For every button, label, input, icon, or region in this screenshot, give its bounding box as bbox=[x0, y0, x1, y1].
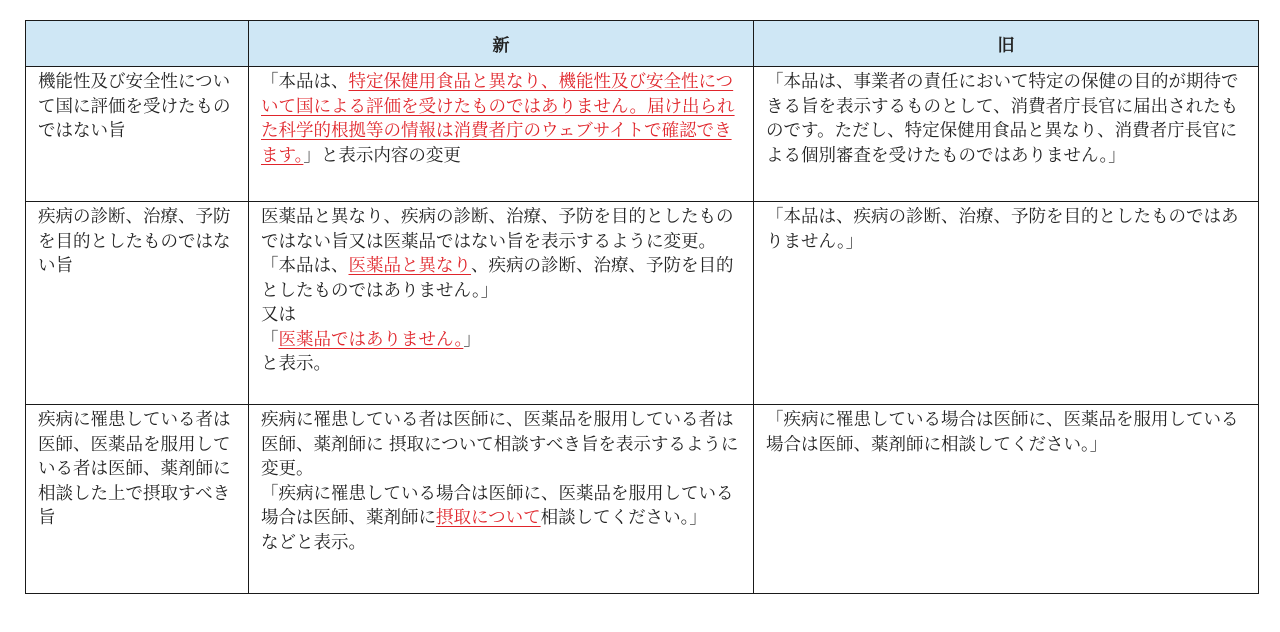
new-text bbox=[261, 254, 743, 303]
header-old: 旧 bbox=[754, 21, 1259, 67]
text-segment: 「本品は、 bbox=[261, 256, 349, 276]
new-text: と表示。 bbox=[261, 354, 331, 374]
text-segment: 」と表示内容の変更 bbox=[303, 145, 461, 166]
old-cell: 「本品は、疾病の診断、治療、予防を目的としたものではありません。」 bbox=[754, 202, 1259, 405]
new-text: 又は bbox=[261, 305, 296, 325]
header-new: 新 bbox=[249, 21, 754, 67]
text-segment: 「 bbox=[261, 329, 279, 350]
table-row bbox=[26, 202, 1259, 405]
comparison-table bbox=[25, 20, 1259, 594]
changed-text: 摂取について bbox=[436, 508, 541, 528]
changed-text: 特定保健用食品と異なり、機能性及び安全性について国による評価を受けたものではありません。届け出られた科学的根拠等の情報は消費者庁のウェブサイトで確認できます。 bbox=[261, 72, 735, 166]
changed-text: 医薬品ではありません。 bbox=[278, 329, 464, 350]
new-cell bbox=[249, 67, 754, 202]
table-row bbox=[26, 67, 1259, 202]
row-label: 機能性及び安全性について国に評価を受けたものではない旨 bbox=[26, 67, 249, 202]
header-row bbox=[26, 21, 1259, 67]
text-segment: 」 bbox=[463, 329, 481, 350]
text-segment: 「疾病に罹患している場合は医師に、医薬品を服用している場合は医師、薬剤師に bbox=[261, 483, 734, 528]
table-row bbox=[26, 405, 1259, 594]
new-text bbox=[261, 70, 743, 168]
row-label: 疾病に罹患している者は医師、医薬品を服用している者は医師、薬剤師に相談した上で摂取すべき旨 bbox=[26, 405, 249, 594]
new-cell bbox=[249, 202, 754, 405]
old-cell: 「本品は、事業者の責任において特定の保健の目的が期待できる旨を表示するものとして、消費者庁長官に届出されたものです。ただし、特定保健用食品と異なり、消費者庁長官による個別審査を受けたものではありません。」 bbox=[754, 67, 1259, 202]
new-text: 疾病に罹患している者は医師に、医薬品を服用している者は医師、薬剤師に 摂取について相談すべき旨を表示するように変更。 bbox=[261, 410, 739, 479]
changed-text: 医薬品と異なり bbox=[348, 256, 471, 276]
new-text: 医薬品と異なり、疾病の診断、治療、予防を目的としたものではない旨又は医薬品ではない旨を表示するように変更。 bbox=[261, 207, 734, 252]
old-cell: 「疾病に罹患している場合は医師に、医薬品を服用している場合は医師、薬剤師に相談してください。」 bbox=[754, 405, 1259, 594]
new-cell bbox=[249, 405, 754, 594]
text-segment: 相談してください。」 bbox=[540, 508, 707, 528]
new-text bbox=[261, 328, 743, 353]
text-segment: 「本品は、 bbox=[261, 72, 349, 92]
header-label bbox=[26, 21, 249, 67]
new-text bbox=[261, 482, 743, 531]
comparison-table-container bbox=[25, 20, 1259, 594]
new-text: などと表示。 bbox=[261, 532, 366, 553]
text-segment: 、疾病の診断、治療、予防を目的としたものではありません。」 bbox=[261, 256, 734, 301]
row-label: 疾病の診断、治療、予防を目的としたものではない旨 bbox=[26, 202, 249, 405]
